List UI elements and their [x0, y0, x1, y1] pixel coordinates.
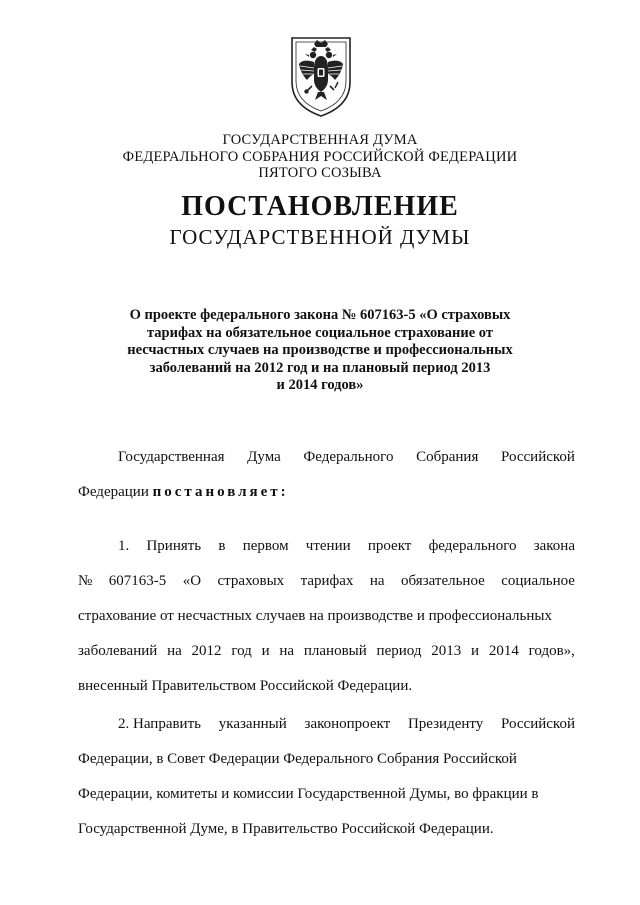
preamble-line-2 — [78, 475, 575, 510]
word: в — [218, 538, 226, 554]
item-1-line-1 — [78, 529, 575, 564]
document-title: ПОСТАНОВЛЕНИЕ — [181, 191, 459, 222]
word: Государственная — [118, 449, 225, 465]
item-2-line-4: Государственной Думе, в Правительство Российской Федерации. — [78, 821, 494, 837]
word: федерального — [428, 538, 517, 554]
preamble-resolves-word: постановляет: — [152, 484, 289, 500]
word: на — [369, 573, 385, 589]
header-line-convocation: ПЯТОГО СОЗЫВА — [258, 165, 382, 181]
word: обязательное — [401, 573, 485, 589]
word: Принять — [146, 538, 202, 554]
word: Собрания — [416, 449, 479, 465]
item-2-paragraph — [78, 707, 575, 847]
item-1-line-3: страхование от несчастных случаев на производстве и профессиональных — [78, 608, 552, 624]
word: год — [231, 643, 252, 659]
word: на — [167, 643, 182, 659]
coat-of-arms-emblem-icon — [288, 30, 354, 118]
subject-line: тарифах на обязательное социальное страхование от — [147, 324, 493, 341]
header-line-federal-assembly: ФЕДЕРАЛЬНОГО СОБРАНИЯ РОССИЙСКОЙ ФЕДЕРАЦИИ — [122, 148, 518, 165]
subject-line: несчастных случаев на производстве и профессиональных — [127, 342, 513, 358]
word: 2013 — [431, 643, 462, 659]
word: и — [471, 643, 480, 659]
item-2-line-2: Федерации, в Совет Федерации Федерального Собрания Российской — [78, 751, 517, 767]
item-2-line-1 — [78, 707, 575, 742]
word: 2012 — [191, 643, 222, 659]
word: Дума — [247, 449, 281, 465]
word: период — [376, 643, 422, 659]
word: плановый — [303, 643, 367, 659]
issuing-body-header — [0, 132, 640, 182]
word: Российской — [501, 449, 575, 465]
preamble-paragraph — [78, 440, 575, 510]
word: социальное — [501, 573, 575, 589]
word: 2. Направить — [118, 716, 201, 732]
word: Федерального — [303, 449, 394, 465]
document-subtitle: ГОСУДАРСТВЕННОЙ ДУМЫ — [169, 225, 471, 249]
preamble-line-1 — [78, 440, 575, 475]
word: закона — [533, 538, 575, 554]
resolution-subject — [100, 307, 540, 395]
word: 1. — [118, 538, 130, 554]
subject-line: и 2014 годов» — [276, 377, 364, 393]
word: годов», — [528, 643, 575, 659]
word: тарифах — [300, 573, 354, 589]
word: Президенту — [407, 716, 484, 732]
word: и — [261, 643, 270, 659]
word: 607163-5 — [108, 573, 167, 589]
word: Российской — [501, 716, 575, 732]
word: законопроект — [304, 716, 391, 732]
word: проект — [367, 538, 412, 554]
word: заболеваний — [78, 643, 158, 659]
word: указанный — [218, 716, 287, 732]
subject-line: О проекте федерального закона № 607163-5 «О страховых — [129, 307, 511, 323]
header-line-duma: ГОСУДАРСТВЕННАЯ ДУМА — [222, 132, 418, 148]
word: страховых — [217, 573, 285, 589]
word: чтении — [305, 538, 351, 554]
word: 2014 — [488, 643, 519, 659]
subject-line: заболеваний на 2012 год и на плановый период 2013 — [149, 359, 491, 376]
word: «О — [182, 573, 202, 589]
preamble-federation-word: Федерации — [78, 484, 149, 500]
word: первом — [242, 538, 289, 554]
item-1-line-4 — [78, 634, 575, 669]
item-1-paragraph — [78, 529, 575, 704]
word: на — [279, 643, 295, 659]
item-1-line-5: внесенный Правительством Российской Федерации. — [78, 678, 413, 694]
item-1-line-2 — [78, 564, 575, 599]
word: № — [78, 573, 93, 589]
item-2-line-3: Федерации, комитеты и комиссии Государственной Думы, во фракции в — [78, 786, 539, 802]
